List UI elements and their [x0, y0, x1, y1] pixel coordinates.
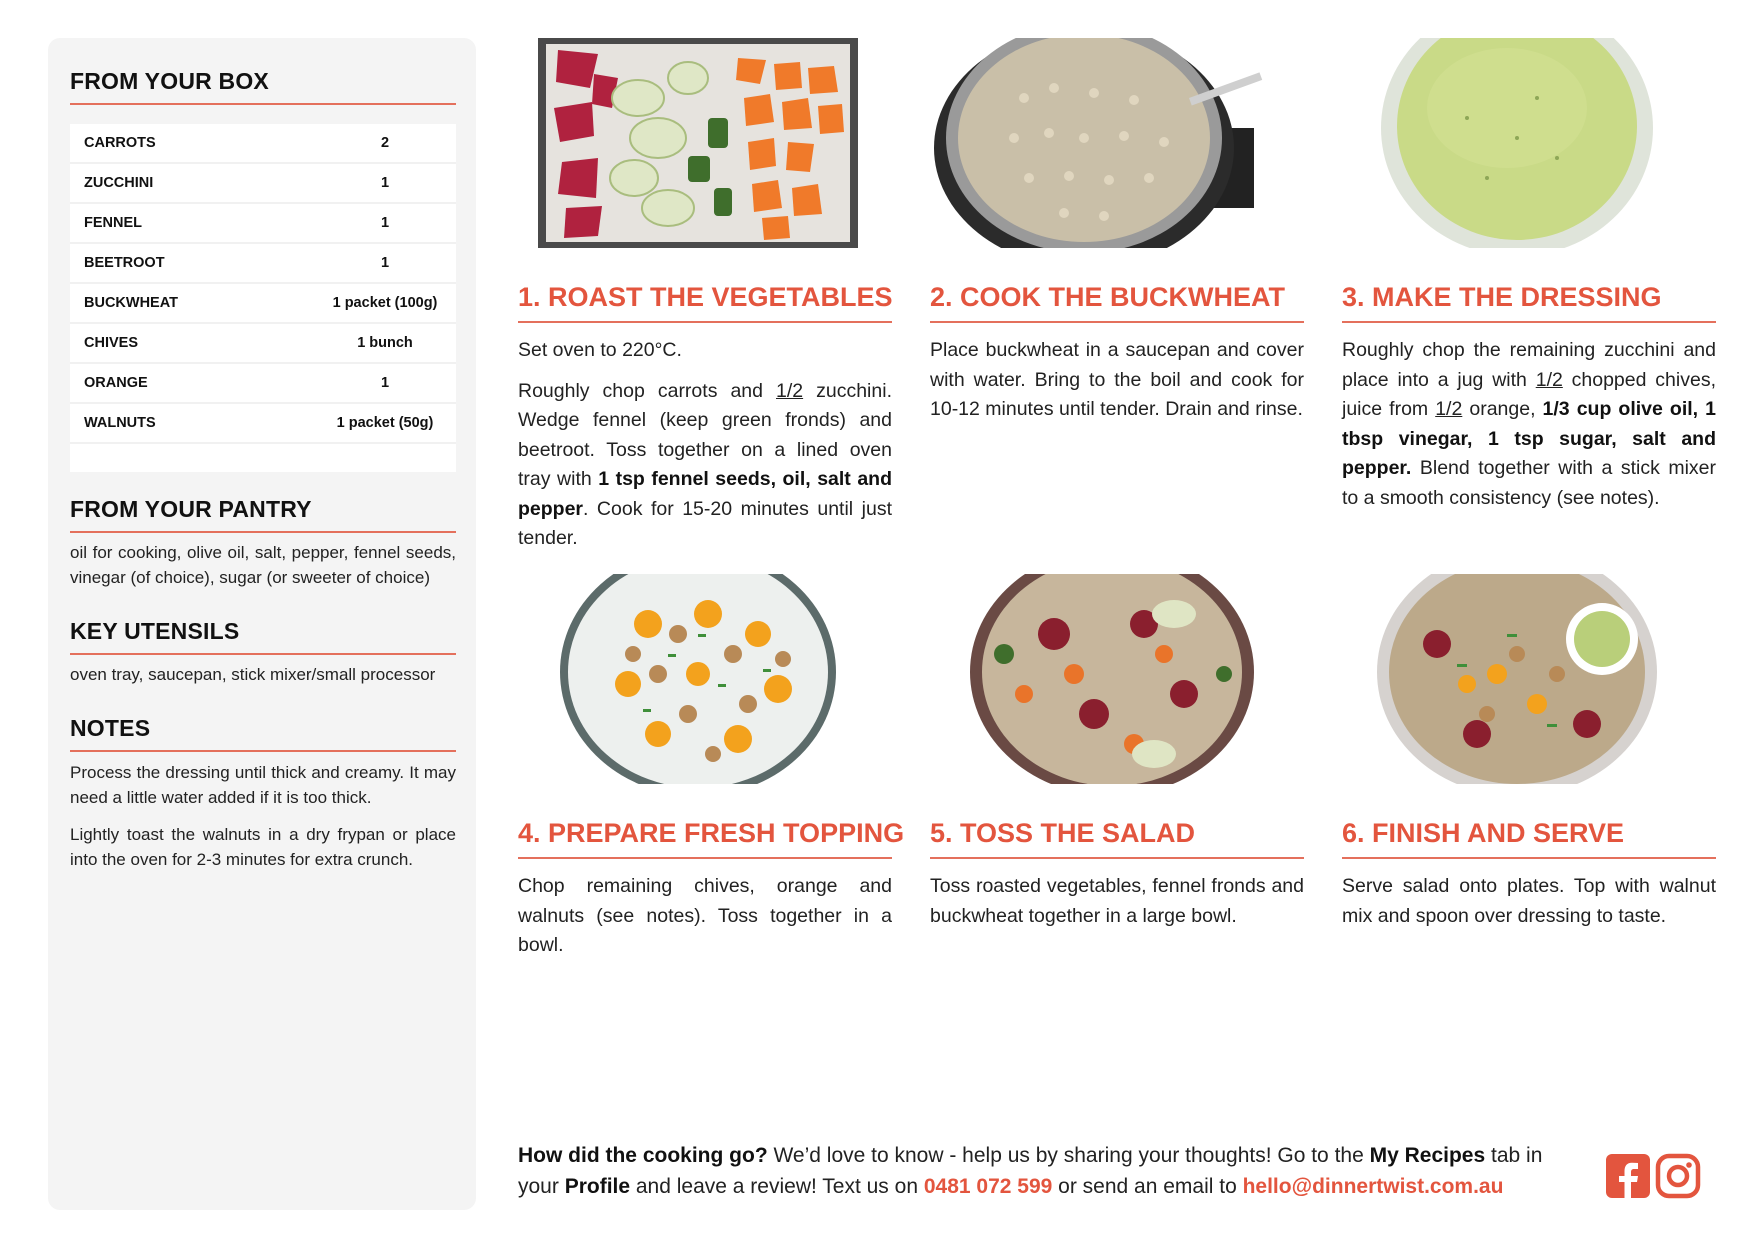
- ingredient-name: BUCKWHEAT: [84, 295, 178, 311]
- footer-question: How did the cooking go?: [518, 1144, 768, 1167]
- ingredient-qty: 1: [380, 375, 390, 391]
- step-highlight: 1/3 cup olive oil, 1 tbsp vinegar, 1 tsp sugar, salt and pepper.: [1342, 398, 1716, 479]
- box-ingredients-table: [70, 124, 456, 472]
- notes-paragraph: Lightly toast the walnuts in a dry frypan or place into the oven for 2-3 minutes for extra crunch.: [70, 825, 456, 869]
- ingredient-name: FENNEL: [84, 215, 142, 231]
- step-4-title: 4. PREPARE FRESH TOPPING: [518, 818, 892, 859]
- step-text: orange,: [1462, 398, 1543, 420]
- notes-title: NOTES: [70, 715, 456, 752]
- ingredient-qty: 1 bunch: [357, 335, 413, 351]
- step-6-body: [1342, 872, 1716, 942]
- footer-text: and leave a review! Text us on: [630, 1175, 924, 1198]
- pantry-text: oil for cooking, olive oil, salt, pepper, fennel seeds, vinegar (of choice), sugar (or sweeter of choice): [70, 543, 456, 587]
- step-text: Roughly chop the remaining zucchini and place into a jug with: [1342, 339, 1716, 391]
- step-1-title: 1. ROAST THE VEGETABLES: [518, 282, 892, 323]
- ingredient-qty: 1 packet (50g): [336, 415, 434, 431]
- step-6-paragraph: Serve salad onto plates. Top with walnut mix and spoon over dressing to taste.: [1342, 875, 1716, 927]
- my-recipes-label: My Recipes: [1369, 1144, 1486, 1167]
- step-1-paragraph: [518, 377, 892, 554]
- step-3-title: 3. MAKE THE DRESSING: [1342, 282, 1716, 323]
- step-text: Blend together with a stick mixer to a smooth consistency (see notes).: [1342, 457, 1716, 509]
- step-2-body: [930, 336, 1304, 436]
- step-text: chopped chives, juice from: [1342, 368, 1716, 420]
- table-row: [70, 124, 456, 164]
- ingredient-name: CHIVES: [84, 335, 138, 351]
- phone-link[interactable]: 0481 072 599: [923, 1175, 1053, 1198]
- step-fraction: 1/2: [776, 379, 804, 402]
- ingredient-qty: 1: [380, 255, 390, 271]
- notes-paragraph: Process the dressing until thick and creamy. It may need a little water added if it is too thick.: [70, 763, 456, 807]
- table-row: [70, 284, 456, 324]
- ingredient-name: WALNUTS: [84, 415, 156, 431]
- ingredient-name: ZUCCHINI: [84, 175, 154, 191]
- ingredient-qty: 1: [380, 215, 390, 231]
- step-3-body: [1342, 336, 1716, 524]
- ingredient-name: CARROTS: [84, 135, 156, 151]
- step-text: . Cook for 15-20 minutes until just tender.: [518, 497, 892, 549]
- ingredient-name: ORANGE: [84, 375, 148, 391]
- footer-text: or send an email to: [1052, 1175, 1243, 1198]
- green-dressing-bowl-image: [1357, 38, 1697, 248]
- table-row: [70, 204, 456, 244]
- table-row: [70, 244, 456, 284]
- notes-text: [70, 760, 456, 884]
- step-text: zucchini. Wedge fennel (keep green fronds) and beetroot. Toss together on a lined oven tray with: [518, 379, 892, 490]
- step-1-paragraph: Set oven to 220°C.: [518, 339, 682, 361]
- table-row: [70, 404, 456, 444]
- step-4-paragraph: Chop remaining chives, orange and walnuts (see notes). Toss together in a bowl.: [518, 875, 892, 956]
- footer-text: tab in your: [518, 1144, 1543, 1198]
- email-link[interactable]: hello@dinnertwist.com.au: [1242, 1175, 1504, 1198]
- step-fraction: 1/2: [1535, 368, 1563, 391]
- served-salad-plate-image: [1357, 574, 1697, 784]
- walnut-orange-topping-image: [538, 574, 878, 784]
- step-4-body: [518, 872, 892, 972]
- step-1-body: [518, 336, 892, 565]
- ingredient-qty: 1 packet (100g): [332, 295, 438, 311]
- buckwheat-in-sieve-image: [924, 38, 1264, 248]
- step-fraction: 1/2: [1435, 398, 1463, 420]
- from-your-box-title: FROM YOUR BOX: [70, 68, 456, 105]
- step-5-title: 5. TOSS THE SALAD: [930, 818, 1304, 859]
- footer-text: We’d love to know - help us by sharing your thoughts! Go to the: [767, 1144, 1370, 1167]
- table-row: [70, 324, 456, 364]
- ingredient-qty: 1: [380, 175, 390, 191]
- step-text: Roughly chop carrots and: [518, 379, 776, 402]
- step-5-body: [930, 872, 1304, 942]
- roasting-tray-vegetables-image: [538, 38, 878, 248]
- step-5-paragraph: Toss roasted vegetables, fennel fronds and buckwheat together in a large bowl.: [930, 875, 1304, 927]
- step-3-paragraph: [1342, 336, 1716, 513]
- ingredient-qty: 2: [380, 135, 390, 151]
- table-row: [70, 164, 456, 204]
- step-6-title: 6. FINISH AND SERVE: [1342, 818, 1716, 859]
- tossed-salad-bowl-image: [924, 574, 1264, 784]
- utensils-text: oven tray, saucepan, stick mixer/small processor: [70, 665, 436, 684]
- profile-label: Profile: [564, 1175, 631, 1198]
- step-2-paragraph: Place buckwheat in a saucepan and cover with water. Bring to the boil and cook for 10-12 minutes until tender. Drain and rinse.: [930, 339, 1304, 420]
- table-row: [70, 364, 456, 404]
- ingredient-name: BEETROOT: [84, 255, 165, 271]
- instagram-icon[interactable]: [1654, 1152, 1702, 1200]
- key-utensils-title: KEY UTENSILS: [70, 618, 456, 655]
- ingredients-sidebar: [48, 38, 476, 1210]
- facebook-icon[interactable]: [1604, 1152, 1652, 1200]
- step-highlight: 1 tsp fennel seeds, oil, salt and pepper: [518, 468, 892, 520]
- from-your-pantry-title: FROM YOUR PANTRY: [70, 496, 456, 533]
- feedback-footer: [518, 1140, 1578, 1202]
- step-2-title: 2. COOK THE BUCKWHEAT: [930, 282, 1304, 323]
